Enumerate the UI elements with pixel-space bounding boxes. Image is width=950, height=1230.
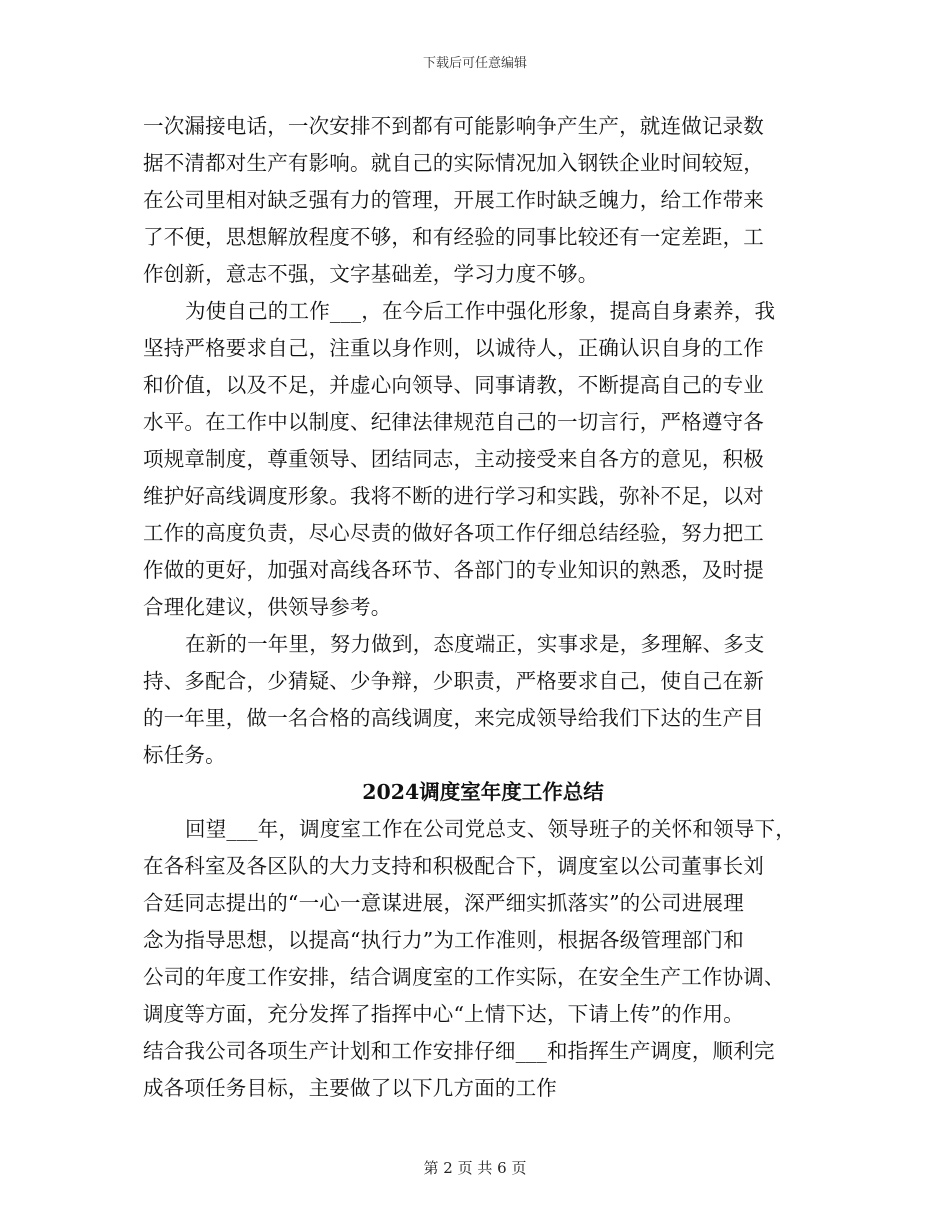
text-line: 调度等方面，充分发挥了指挥中心“上情下达，下请上传”的作用。 bbox=[143, 1002, 744, 1026]
text-line: 和价值，以及不足，并虚心向领导、同事请教，不断提高自己的专业 bbox=[143, 373, 764, 397]
text-line: 为使自己的工作___，在今后工作中强化形象，提高自身素养，我 bbox=[185, 299, 776, 323]
text-line: 标任务。 bbox=[143, 743, 226, 767]
text-line: 合廷同志提出的“一心一意谋进展，深严细实抓落实”的公司进展理 bbox=[143, 891, 744, 915]
page-header: 下载后可任意编辑 bbox=[422, 56, 527, 71]
page-number-footer: 第 2 页 共 6 页 bbox=[423, 1159, 527, 1177]
text-line: 回望___年，调度室工作在公司党总支、领导班子的关怀和领导下， bbox=[185, 817, 796, 841]
text-line: 的一年里，做一名合格的高线调度，来完成领导给我们下达的生产目 bbox=[143, 706, 764, 730]
paragraph-2 bbox=[143, 293, 823, 626]
text-line: 工作的高度负责，尽心尽责的做好各项工作仔细总结经验，努力把工 bbox=[143, 521, 764, 545]
text-line: 结合我公司各项生产计划和工作安排仔细___和指挥生产调度，顺利完 bbox=[143, 1039, 775, 1063]
document-body bbox=[143, 108, 823, 1107]
text-line: 成各项任务目标，主要做了以下几方面的工作 bbox=[143, 1076, 557, 1100]
text-line: 作做的更好，加强对高线各环节、各部门的专业知识的熟悉，及时提 bbox=[143, 558, 764, 582]
section-title: 2024调度室年度工作总结 bbox=[362, 780, 604, 804]
paragraph-4 bbox=[143, 811, 823, 1107]
text-line: 据不清都对生产有影响。就自己的实际情况加入钢铁企业时间较短， bbox=[143, 151, 764, 175]
text-line: 了不便，思想解放程度不够，和有经验的同事比较还有一定差距，工 bbox=[143, 225, 764, 249]
text-line: 持、多配合，少猜疑、少争辩，少职责，严格要求自己，使自己在新 bbox=[143, 669, 764, 693]
text-line: 水平。在工作中以制度、纪律法律规范自己的一切言行，严格遵守各 bbox=[143, 410, 764, 434]
text-line: 作创新，意志不强，文字基础差，学习力度不够。 bbox=[143, 262, 599, 286]
text-line: 公司的年度工作安排，结合调度室的工作实际，在安全生产工作协调、 bbox=[143, 965, 785, 989]
text-line: 坚持严格要求自己，注重以身作则，以诚待人，正确认识自身的工作 bbox=[143, 336, 764, 360]
text-line: 在新的一年里，努力做到，态度端正，实事求是，多理解、多支 bbox=[185, 632, 765, 656]
paragraph-3 bbox=[143, 626, 823, 774]
text-line: 一次漏接电话，一次安排不到都有可能影响争产生产，就连做记录数 bbox=[143, 114, 764, 138]
paragraph-1 bbox=[143, 108, 823, 293]
text-line: 在公司里相对缺乏强有力的管理，开展工作时缺乏魄力，给工作带来 bbox=[143, 188, 764, 212]
text-line: 在各科室及各区队的大力支持和积极配合下，调度室以公司董事长刘 bbox=[143, 854, 764, 878]
text-line: 念为指导思想，以提高“执行力”为工作准则，根据各级管理部门和 bbox=[143, 928, 744, 952]
text-line: 合理化建议，供领导参考。 bbox=[143, 595, 392, 619]
text-line: 维护好高线调度形象。我将不断的进行学习和实践，弥补不足，以对 bbox=[143, 484, 764, 508]
text-line: 项规章制度，尊重领导、团结同志，主动接受来自各方的意见，积极 bbox=[143, 447, 764, 471]
